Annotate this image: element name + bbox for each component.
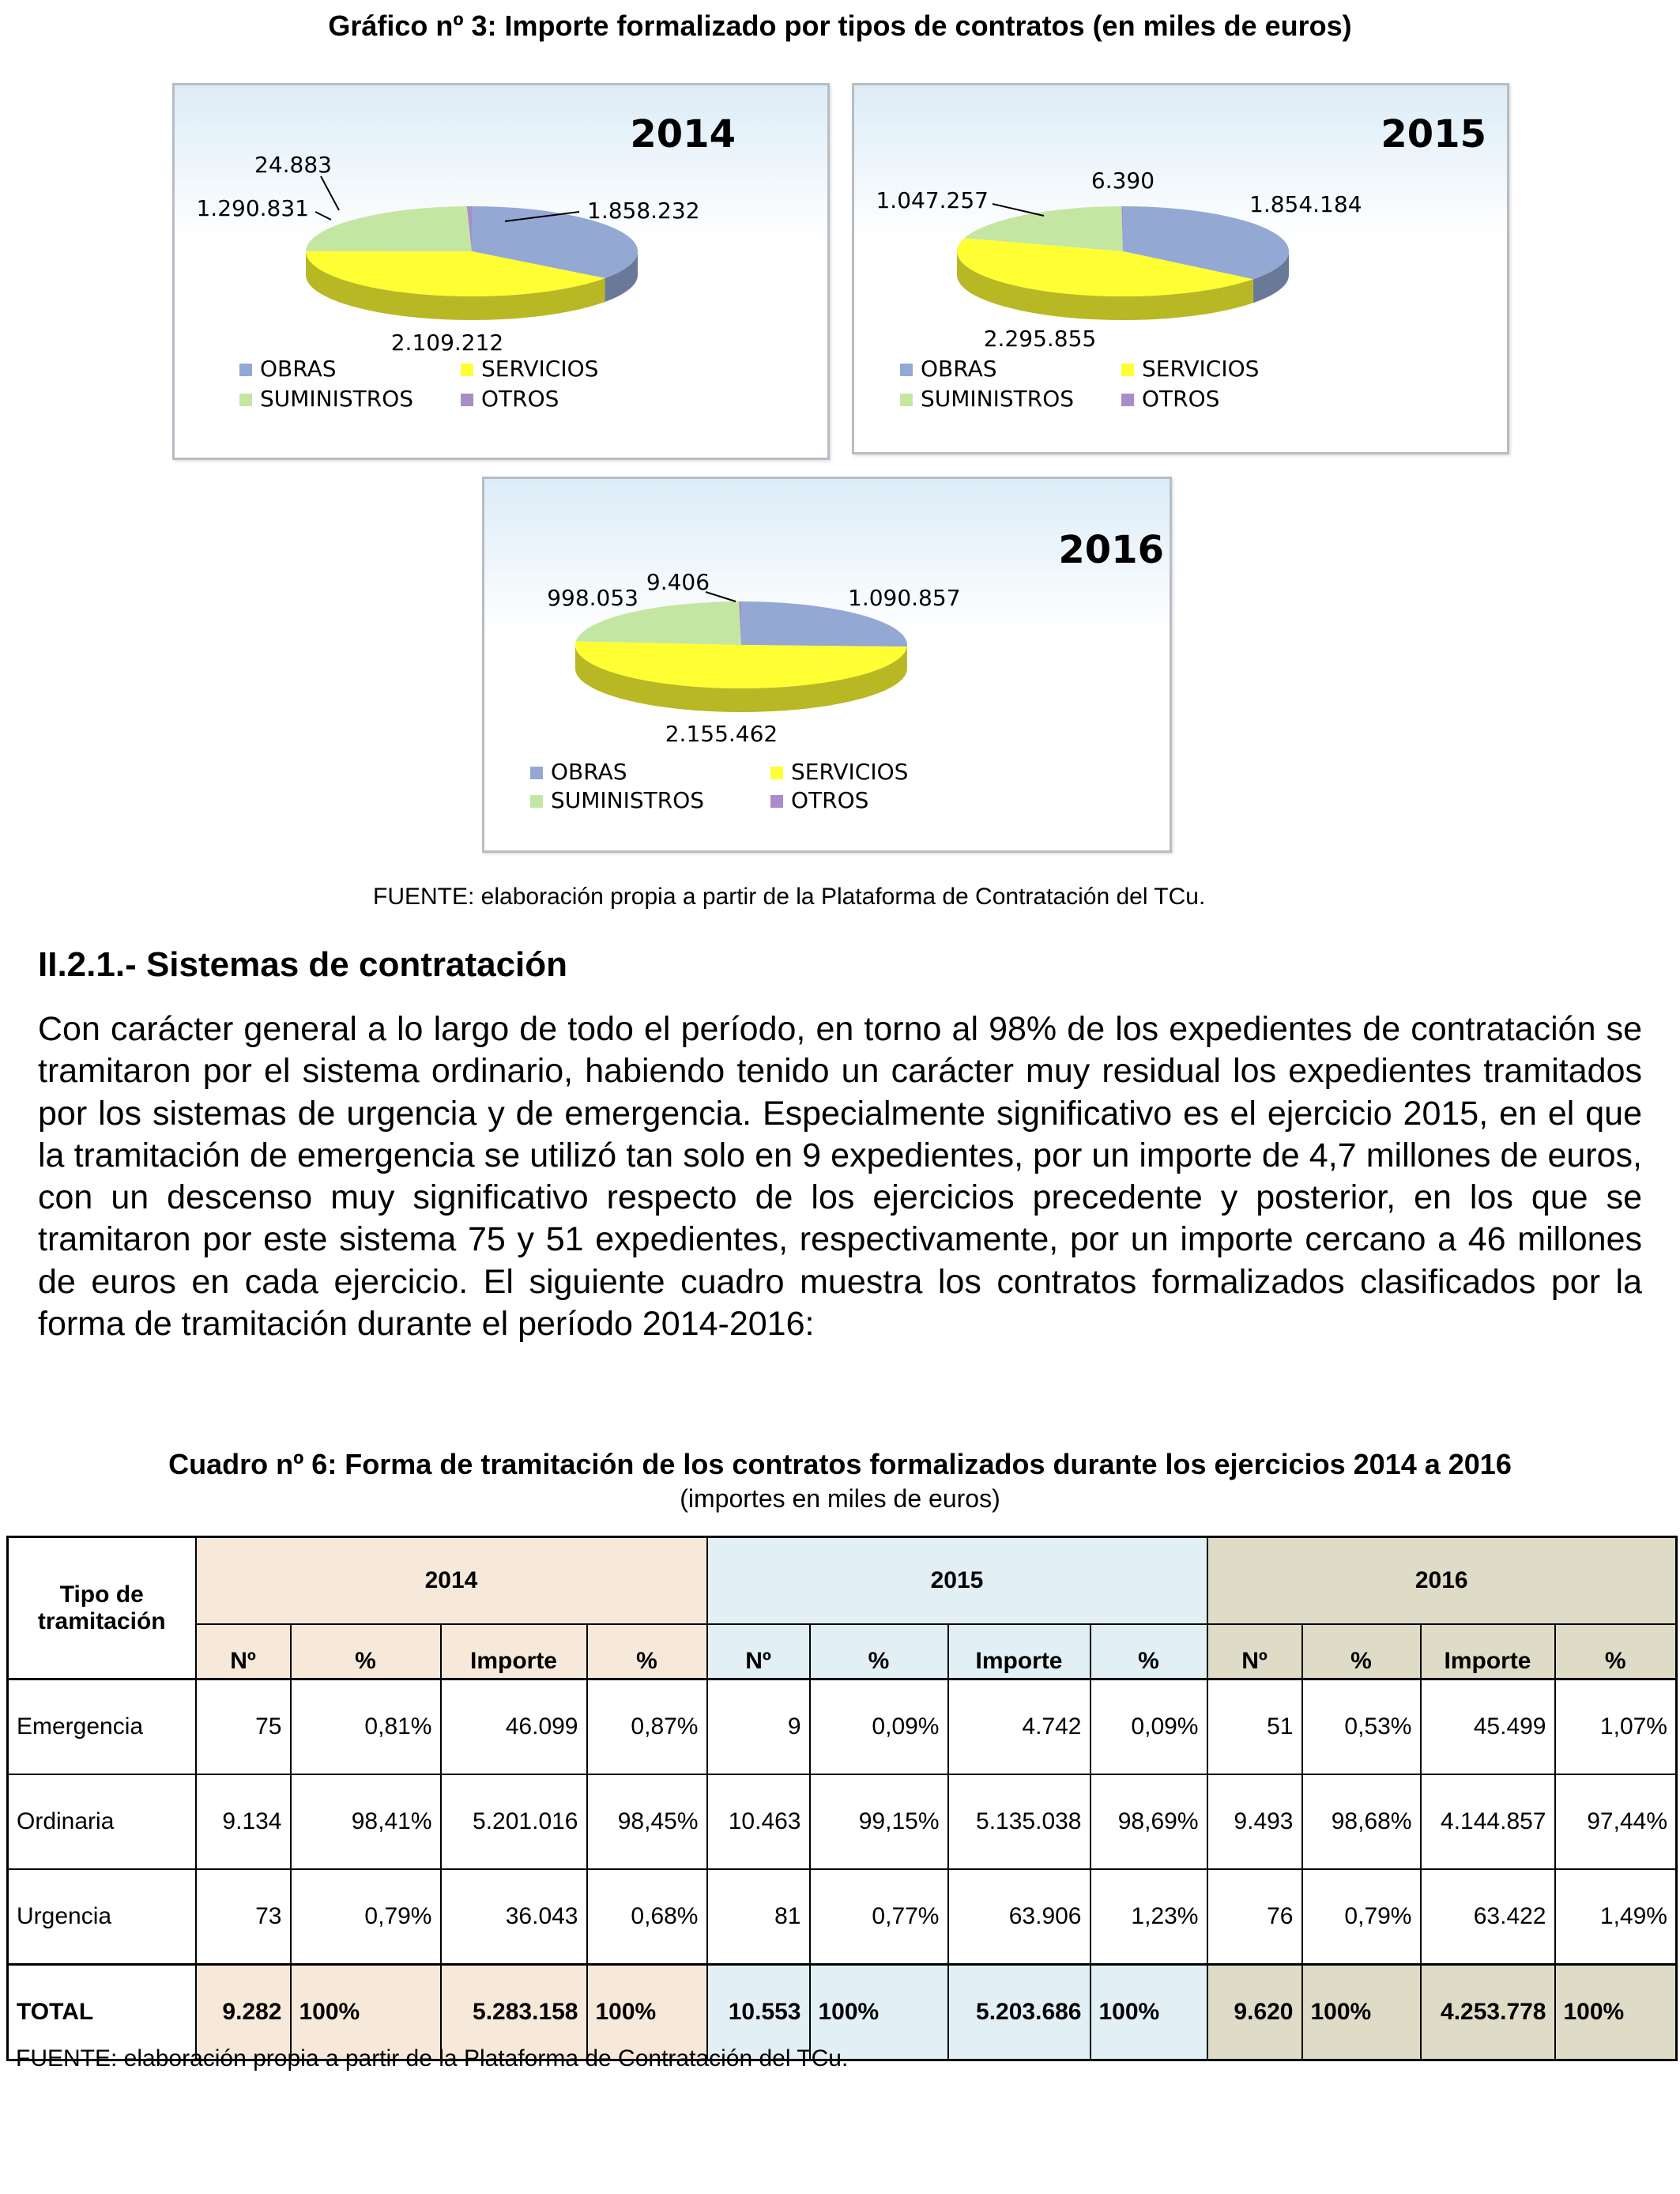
table-cell: 0,87%	[587, 1679, 707, 1775]
table-cell: 1,49%	[1555, 1869, 1677, 1965]
table-cell: 81	[707, 1869, 810, 1965]
table-source: FUENTE: elaboración propia a partir de la Plataforma de Contratación del TCu.	[16, 2045, 849, 2071]
subheader-2015-3: %	[1090, 1624, 1207, 1679]
legend-entry-servicios: SERVICIOS	[481, 356, 599, 382]
table-cell: 1,23%	[1090, 1869, 1207, 1965]
subheader-2015-2: Importe	[948, 1624, 1090, 1679]
subheader-2016-0: Nº	[1207, 1624, 1302, 1679]
table-cell: 100%	[1555, 1965, 1677, 2060]
table-cell: 9.493	[1207, 1774, 1302, 1869]
legend-entry-otros: OTROS	[1142, 386, 1220, 412]
pie-slice-suministros	[306, 206, 472, 251]
table-cell: 4.144.857	[1421, 1774, 1555, 1869]
tramitacion-table	[6, 1536, 1678, 2061]
legend-entry-suministros: SUMINISTROS	[921, 386, 1075, 412]
legend-swatch-servicios	[461, 364, 473, 376]
table-cell: 51	[1207, 1679, 1302, 1775]
table-cell: 4.742	[948, 1679, 1090, 1775]
pie-data-label: 2.109.212	[390, 330, 504, 356]
table-cell: 98,68%	[1302, 1774, 1421, 1869]
table-cell: 9	[707, 1679, 810, 1775]
section-heading: II.2.1.- Sistemas de contratación	[38, 945, 568, 984]
legend-entry-obras: OBRAS	[551, 759, 627, 785]
legend-entry-obras: OBRAS	[260, 356, 337, 382]
table-cell: 98,69%	[1090, 1774, 1207, 1869]
pie-data-label: 1.858.232	[587, 198, 700, 224]
row-label: Ordinaria	[8, 1774, 196, 1869]
pie-chart-2014	[172, 83, 830, 460]
table-cell: 10.553	[707, 1965, 810, 2060]
legend-entry-obras: OBRAS	[921, 356, 997, 382]
subheader-2014-1: %	[291, 1624, 441, 1679]
legend-swatch-obras	[530, 767, 543, 779]
table-cell: 5.135.038	[948, 1774, 1090, 1869]
table-cell: 5.203.686	[948, 1965, 1090, 2060]
legend-entry-suministros: SUMINISTROS	[551, 787, 705, 813]
subheader-2014-0: Nº	[196, 1624, 291, 1679]
table-cell: 100%	[1302, 1965, 1421, 2060]
table-cell: 0,79%	[1302, 1869, 1421, 1965]
leader-line	[315, 212, 331, 220]
pie-chart-2014-svg	[175, 85, 832, 462]
leader-line	[321, 176, 339, 210]
legend-entry-servicios: SERVICIOS	[1142, 356, 1260, 382]
legend-swatch-servicios	[1121, 364, 1134, 376]
pie-chart-2015-svg	[854, 85, 1512, 457]
subheader-2016-1: %	[1302, 1624, 1421, 1679]
body-paragraph: Con carácter general a lo largo de todo el período, en torno al 98% de los expedientes de contratación se tramitaron por el sistema ordinario, habiendo tenido un carácter muy residual los expedientes tramitados por los sistemas de urgencia y de emergencia. Especialmente significativo es el ejercicio 2015, en el que la tramitación de emergencia se utilizó tan solo en 9 expedientes, por un importe de 4,7 millones de euros, con un descenso muy significativo respecto de los ejercicios precedente y posterior, en los que se tramitaron por este sistema 75 y 51 expedientes, respectivamente, por un importe cercano a 46 millones de euros en cada ejercicio. El siguiente cuadro muestra los contratos formalizados clasificados por la forma de tramitación durante el período 2014-2016:	[38, 1010, 1642, 1344]
year-header-2014: 2014	[196, 1537, 707, 1625]
table-cell: 100%	[291, 1965, 441, 2060]
table-cell: 46.099	[441, 1679, 587, 1775]
table-cell: 9.134	[196, 1774, 291, 1869]
table-cell: 100%	[1090, 1965, 1207, 2060]
pie-data-label: 998.053	[547, 585, 638, 611]
table-cell: 45.499	[1421, 1679, 1555, 1775]
row-label: Urgencia	[8, 1869, 196, 1965]
tipo-header: Tipo de tramitación	[8, 1537, 196, 1679]
legend-swatch-otros	[461, 394, 473, 406]
table-cell: 0,77%	[810, 1869, 948, 1965]
subheader-2015-0: Nº	[707, 1624, 810, 1679]
pie-title: 2016	[1058, 528, 1164, 572]
legend-swatch-servicios	[770, 767, 783, 779]
pie-data-label: 2.155.462	[665, 721, 778, 747]
table-title: Cuadro nº 6: Forma de tramitación de los contratos formalizados durante los ejercicios 2014 a 2016	[168, 1448, 1512, 1480]
table-cell: 10.463	[707, 1774, 810, 1869]
table-cell: 0,09%	[810, 1679, 948, 1775]
pie-title: 2015	[1381, 112, 1486, 156]
leader-line	[706, 592, 736, 601]
legend-swatch-suministros	[239, 394, 252, 406]
table-cell: 0,79%	[291, 1869, 441, 1965]
table-cell: 98,41%	[291, 1774, 441, 1869]
table-cell: 9.282	[196, 1965, 291, 2060]
table-cell: 97,44%	[1555, 1774, 1677, 1869]
legend-swatch-otros	[770, 795, 783, 808]
table-cell: 4.253.778	[1421, 1965, 1555, 2060]
pie-chart-2016-svg	[484, 479, 1174, 855]
table-cell: 0,68%	[587, 1869, 707, 1965]
table-row	[8, 1679, 1677, 1775]
pie-title: 2014	[630, 112, 736, 156]
table-cell: 100%	[587, 1965, 707, 2060]
legend-swatch-suministros	[530, 795, 543, 808]
table-cell: 73	[196, 1869, 291, 1965]
pie-data-label: 1.047.257	[876, 187, 989, 213]
table-cell: 63.422	[1421, 1869, 1555, 1965]
year-header-2015: 2015	[707, 1537, 1207, 1625]
table-cell: 63.906	[948, 1869, 1090, 1965]
legend-swatch-obras	[900, 364, 913, 376]
table-row	[8, 1774, 1677, 1869]
chart-source: FUENTE: elaboración propia a partir de la Plataforma de Contratación del TCu.	[373, 884, 1206, 910]
pie-data-label: 9.406	[646, 569, 710, 595]
legend-entry-otros: OTROS	[791, 787, 869, 813]
legend-entry-servicios: SERVICIOS	[791, 759, 909, 785]
subheader-2016-2: Importe	[1421, 1624, 1555, 1679]
table-cell: 0,81%	[291, 1679, 441, 1775]
table-cell: 76	[1207, 1869, 1302, 1965]
legend-swatch-suministros	[900, 394, 913, 406]
pie-data-label: 1.090.857	[848, 585, 961, 611]
legend-swatch-otros	[1121, 394, 1134, 406]
row-label: TOTAL	[8, 1965, 196, 2060]
pie-data-label: 6.390	[1090, 168, 1155, 194]
table-cell: 100%	[810, 1965, 948, 2060]
table-cell: 9.620	[1207, 1965, 1302, 2060]
table-cell: 99,15%	[810, 1774, 948, 1869]
pie-data-label: 24.883	[254, 152, 332, 178]
subheader-2014-2: Importe	[441, 1624, 587, 1679]
row-label: Emergencia	[8, 1679, 196, 1775]
pie-data-label: 1.290.831	[196, 195, 309, 221]
table-row	[8, 1869, 1677, 1965]
leader-line	[993, 204, 1044, 216]
table-cell: 75	[196, 1679, 291, 1775]
table-cell: 0,09%	[1090, 1679, 1207, 1775]
legend-entry-suministros: SUMINISTROS	[260, 386, 414, 412]
table-cell: 1,07%	[1555, 1679, 1677, 1775]
pie-chart-2016	[482, 477, 1172, 853]
pie-data-label: 1.854.184	[1249, 191, 1362, 217]
year-header-2016: 2016	[1207, 1537, 1677, 1625]
subheader-2016-3: %	[1555, 1624, 1677, 1679]
pie-chart-2015	[852, 83, 1509, 454]
table-cell: 98,45%	[587, 1774, 707, 1869]
subheader-2014-3: %	[587, 1624, 707, 1679]
subheader-2015-1: %	[810, 1624, 948, 1679]
table-cell: 0,53%	[1302, 1679, 1421, 1775]
legend-swatch-obras	[239, 364, 252, 376]
table-subtitle: (importes en miles de euros)	[680, 1484, 1000, 1513]
chart-caption: Gráfico nº 3: Importe formalizado por tipos de contratos (en miles de euros)	[328, 9, 1352, 42]
table-cell: 5.283.158	[441, 1965, 587, 2060]
legend-entry-otros: OTROS	[481, 386, 559, 412]
table-cell: 5.201.016	[441, 1774, 587, 1869]
table-cell: 36.043	[441, 1869, 587, 1965]
pie-data-label: 2.295.855	[983, 326, 1097, 352]
